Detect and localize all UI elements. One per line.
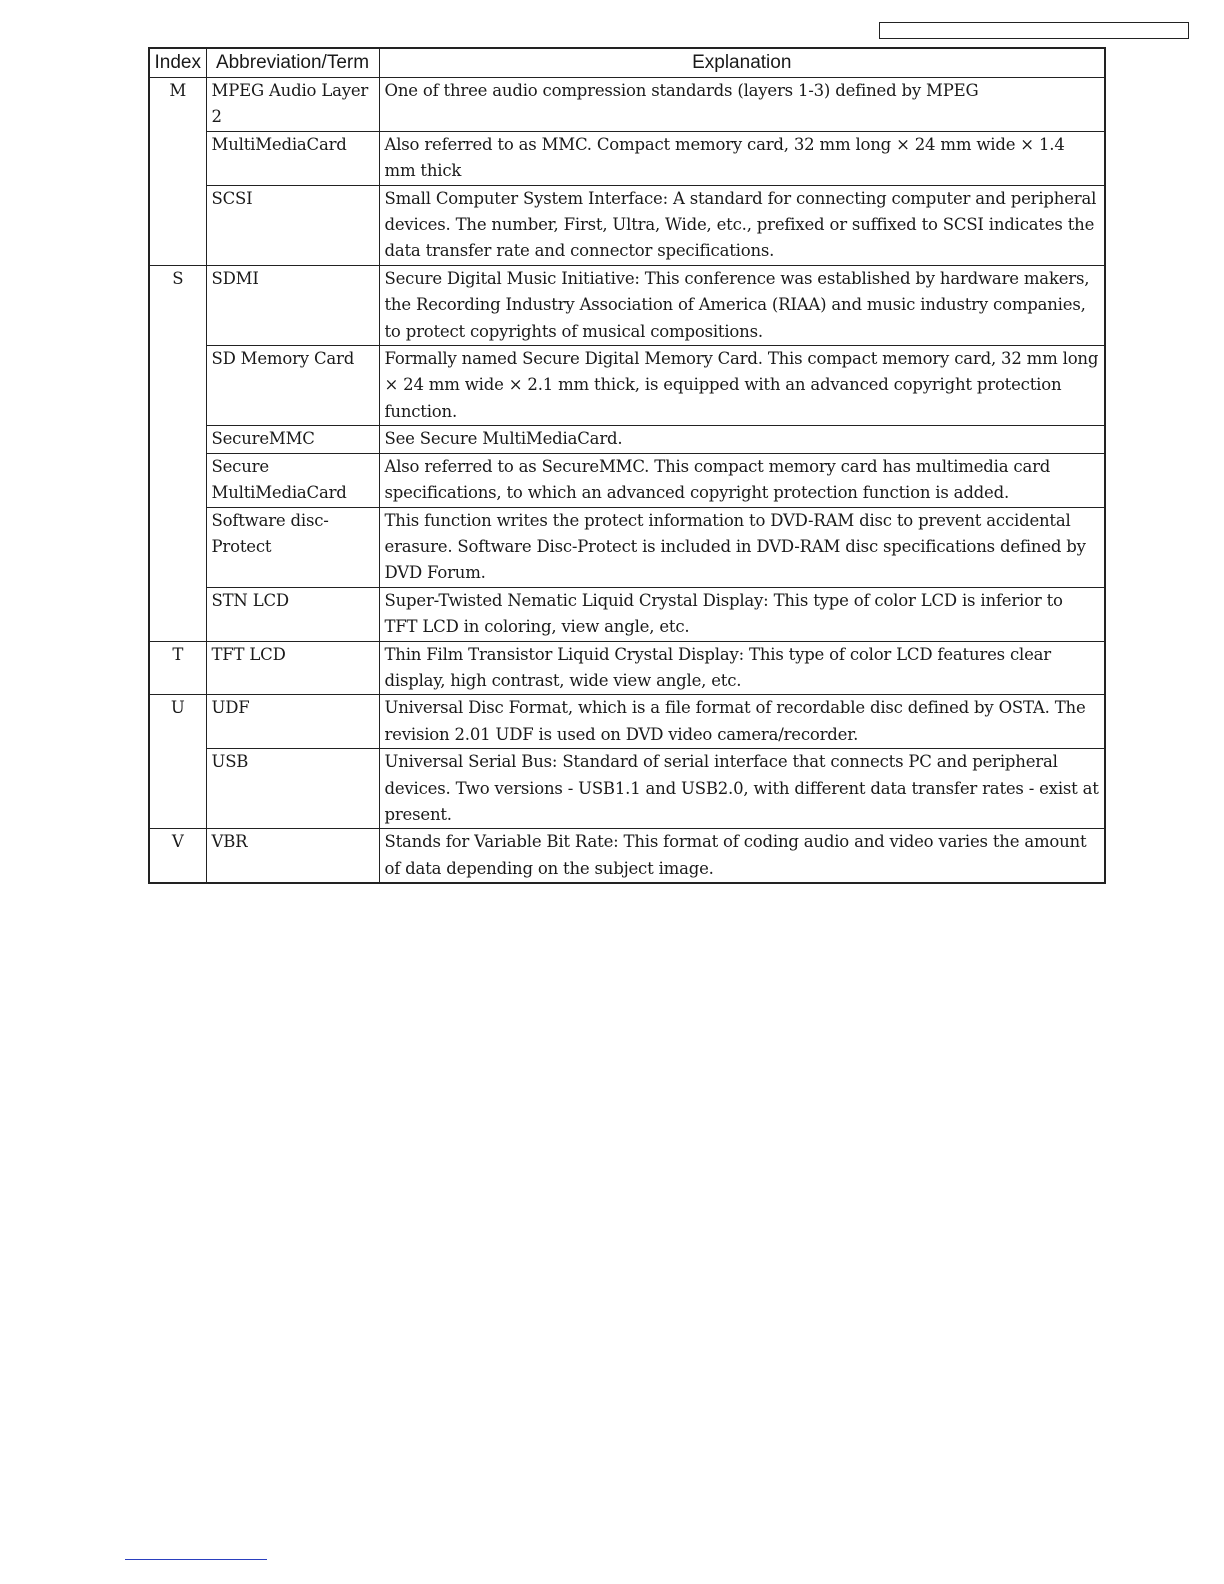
glossary-table	[148, 47, 1106, 884]
term-cell: SCSI	[206, 185, 379, 265]
explanation-cell: This function writes the protect information to DVD-RAM disc to prevent accidental erasure. Software Disc-Protect is included in DVD-RAM disc specifications defined by DVD Forum.	[379, 507, 1105, 587]
term-cell: SDMI	[206, 265, 379, 345]
footer-link-underline	[125, 1559, 267, 1560]
term-cell: UDF	[206, 695, 379, 749]
explanation-cell: Universal Disc Format, which is a file format of recordable disc defined by OSTA. The revision 2.01 UDF is used on DVD video camera/recorder.	[379, 695, 1105, 749]
index-letter-v: V	[149, 829, 206, 883]
index-column-header: Index	[149, 48, 206, 78]
explanation-cell: See Secure MultiMediaCard.	[379, 426, 1105, 453]
explanation-cell: Secure Digital Music Initiative: This conference was established by hardware makers, the Recording Industry Association of America (RIAA) and music industry companies, to protect copyrights of musical compositions.	[379, 265, 1105, 345]
term-cell: USB	[206, 749, 379, 829]
explanation-cell: Formally named Secure Digital Memory Card. This compact memory card, 32 mm long × 24 mm wide × 2.1 mm thick, is equipped with an advanced copyright protection function.	[379, 346, 1105, 426]
term-cell: MultiMediaCard	[206, 131, 379, 185]
explanation-cell: Stands for Variable Bit Rate: This format of coding audio and video varies the amount of data depending on the subject image.	[379, 829, 1105, 883]
index-letter-u: U	[149, 695, 206, 829]
explanation-cell: Thin Film Transistor Liquid Crystal Display: This type of color LCD features clear display, high contrast, wide view angle, etc.	[379, 641, 1105, 695]
table-row	[149, 507, 1105, 587]
table-row	[149, 749, 1105, 829]
explanation-cell: One of three audio compression standards (layers 1-3) defined by MPEG	[379, 78, 1105, 132]
table-row	[149, 131, 1105, 185]
term-cell: Software disc-Protect	[206, 507, 379, 587]
table-row	[149, 587, 1105, 641]
table-row	[149, 641, 1105, 695]
index-letter-t: T	[149, 641, 206, 695]
explanation-cell: Also referred to as SecureMMC. This compact memory card has multimedia card specifications, to which an advanced copyright protection function is added.	[379, 453, 1105, 507]
table-row	[149, 265, 1105, 345]
term-cell: STN LCD	[206, 587, 379, 641]
term-cell: TFT LCD	[206, 641, 379, 695]
term-cell: MPEG Audio Layer 2	[206, 78, 379, 132]
explanation-cell: Super-Twisted Nematic Liquid Crystal Display: This type of color LCD is inferior to TFT LCD in coloring, view angle, etc.	[379, 587, 1105, 641]
header-box	[879, 22, 1189, 39]
explanation-cell: Also referred to as MMC. Compact memory card, 32 mm long × 24 mm wide × 1.4 mm thick	[379, 131, 1105, 185]
explanation-cell: Small Computer System Interface: A standard for connecting computer and peripheral devices. The number, First, Ultra, Wide, etc., prefixed or suffixed to SCSI indicates the data transfer rate and connector specifications.	[379, 185, 1105, 265]
table-row	[149, 346, 1105, 426]
explanation-cell: Universal Serial Bus: Standard of serial interface that connects PC and peripheral devices. Two versions - USB1.1 and USB2.0, with different data transfer rates - exist at present.	[379, 749, 1105, 829]
table-row	[149, 78, 1105, 132]
table-row	[149, 426, 1105, 453]
index-letter-m: M	[149, 78, 206, 266]
term-cell: Secure MultiMediaCard	[206, 453, 379, 507]
term-cell: SD Memory Card	[206, 346, 379, 426]
term-column-header: Abbreviation/Term	[206, 48, 379, 78]
explanation-column-header: Explanation	[379, 48, 1105, 78]
table-row	[149, 453, 1105, 507]
table-row	[149, 695, 1105, 749]
term-cell: VBR	[206, 829, 379, 883]
term-cell: SecureMMC	[206, 426, 379, 453]
table-row	[149, 829, 1105, 883]
index-letter-s: S	[149, 265, 206, 641]
table-row	[149, 185, 1105, 265]
table-header-row	[149, 48, 1105, 78]
